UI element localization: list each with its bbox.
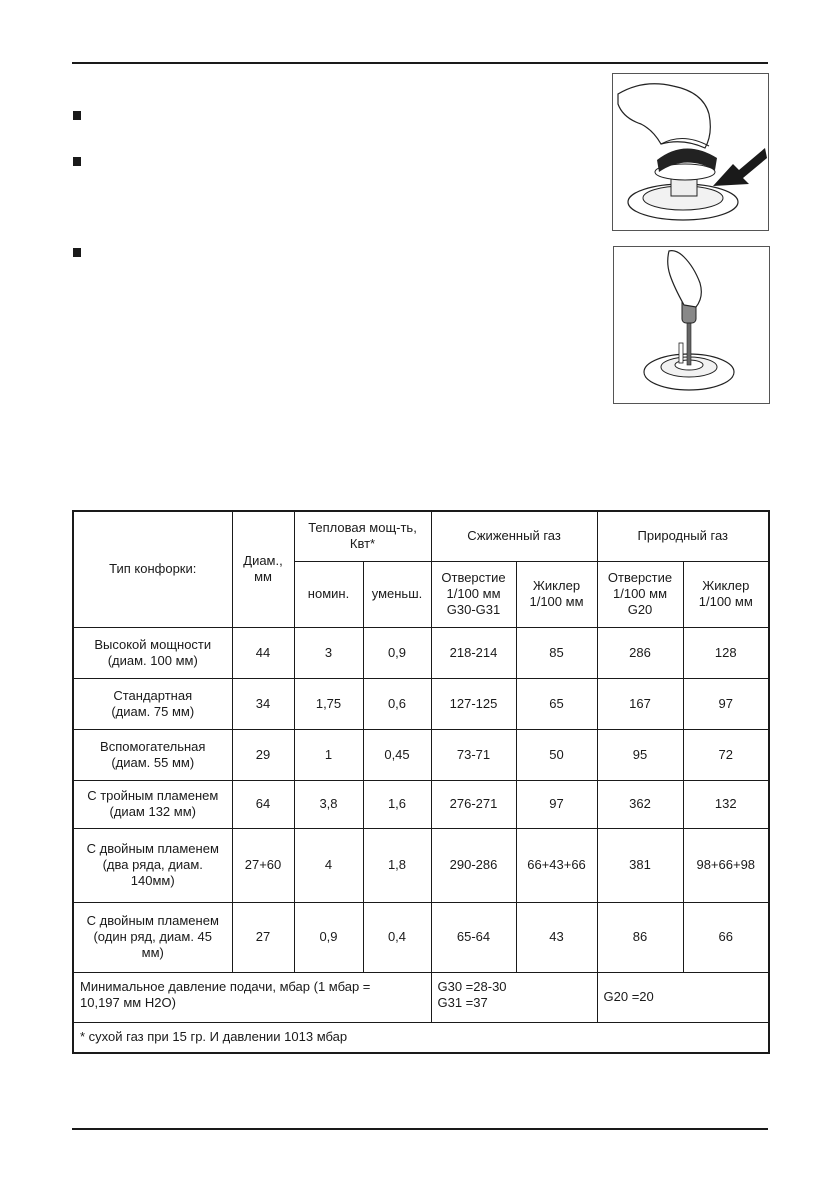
row-diameter: 27 [232,902,294,972]
burner-spec-table [72,510,770,1054]
row-lpg-jet: 85 [516,627,597,678]
header-lpg-orifice: Отверстие 1/100 мм G30-G31 [431,561,516,627]
header-ng-orifice: Отверстие 1/100 мм G20 [597,561,683,627]
header-burner-type: Тип конфорки: [73,511,232,627]
row-diameter: 29 [232,729,294,780]
row-lpg-jet: 43 [516,902,597,972]
row-ng-orifice: 381 [597,828,683,902]
row-burner-name: С двойным пламенем (один ряд, диам. 45 мм) [73,902,232,972]
row-ng-jet: 98+66+98 [683,828,769,902]
header-nominal: номин. [294,561,363,627]
row-lpg-jet: 97 [516,780,597,828]
row-burner-name: Вспомогательная (диам. 55 мм) [73,729,232,780]
row-reduced: 1,6 [363,780,431,828]
row-nominal: 4 [294,828,363,902]
row-ng-jet: 97 [683,678,769,729]
table-row [73,828,769,902]
pressure-lpg: G30 =28-30 G31 =37 [431,972,597,1022]
screwdriver-adjust-illustration [613,246,770,404]
row-ng-orifice: 86 [597,902,683,972]
bottom-rule [72,1128,768,1130]
table-row [73,678,769,729]
row-lpg-orifice: 73-71 [431,729,516,780]
top-rule [72,62,768,64]
row-burner-name: С тройным пламенем (диам 132 мм) [73,780,232,828]
header-lpg-jet: Жиклер 1/100 мм [516,561,597,627]
row-burner-name: Стандартная (диам. 75 мм) [73,678,232,729]
row-reduced: 0,9 [363,627,431,678]
table-footnote: * сухой газ при 15 гр. И давлении 1013 мбар [73,1022,769,1053]
row-lpg-orifice: 276-271 [431,780,516,828]
pressure-natural-gas: G20 =20 [597,972,769,1022]
row-ng-jet: 66 [683,902,769,972]
header-reduced: уменьш. [363,561,431,627]
row-ng-jet: 128 [683,627,769,678]
row-diameter: 27+60 [232,828,294,902]
row-ng-jet: 132 [683,780,769,828]
row-reduced: 0,4 [363,902,431,972]
bullet-marker-1 [73,111,81,120]
row-diameter: 64 [232,780,294,828]
header-thermal-power: Тепловая мощ-ть, Квт* [294,511,431,561]
burner-cap-drawing [613,74,768,230]
header-diameter: Диам., мм [232,511,294,627]
row-reduced: 0,6 [363,678,431,729]
row-diameter: 44 [232,627,294,678]
row-reduced: 0,45 [363,729,431,780]
row-ng-orifice: 362 [597,780,683,828]
row-burner-name: Высокой мощности (диам. 100 мм) [73,627,232,678]
row-ng-jet: 72 [683,729,769,780]
header-natural-gas: Природный газ [597,511,769,561]
row-nominal: 1 [294,729,363,780]
table-row [73,729,769,780]
table-row [73,780,769,828]
header-lpg: Сжиженный газ [431,511,597,561]
row-nominal: 3,8 [294,780,363,828]
row-ng-orifice: 167 [597,678,683,729]
row-lpg-orifice: 65-64 [431,902,516,972]
header-ng-jet: Жиклер 1/100 мм [683,561,769,627]
row-nominal: 1,75 [294,678,363,729]
row-lpg-orifice: 127-125 [431,678,516,729]
row-reduced: 1,8 [363,828,431,902]
row-lpg-jet: 66+43+66 [516,828,597,902]
row-lpg-orifice: 290-286 [431,828,516,902]
row-burner-name: С двойным пламенем (два ряда, диам. 140мм) [73,828,232,902]
row-nominal: 0,9 [294,902,363,972]
screwdriver-drawing [614,247,769,403]
bullet-marker-3 [73,248,81,257]
bullet-marker-2 [73,157,81,166]
row-ng-orifice: 95 [597,729,683,780]
row-lpg-jet: 50 [516,729,597,780]
row-diameter: 34 [232,678,294,729]
table-row [73,627,769,678]
pressure-label: Минимальное давление подачи, мбар (1 мбар = 10,197 мм Н2О) [73,972,431,1022]
row-lpg-orifice: 218-214 [431,627,516,678]
row-lpg-jet: 65 [516,678,597,729]
burner-cap-illustration [612,73,769,231]
row-nominal: 3 [294,627,363,678]
table-row [73,902,769,972]
row-ng-orifice: 286 [597,627,683,678]
